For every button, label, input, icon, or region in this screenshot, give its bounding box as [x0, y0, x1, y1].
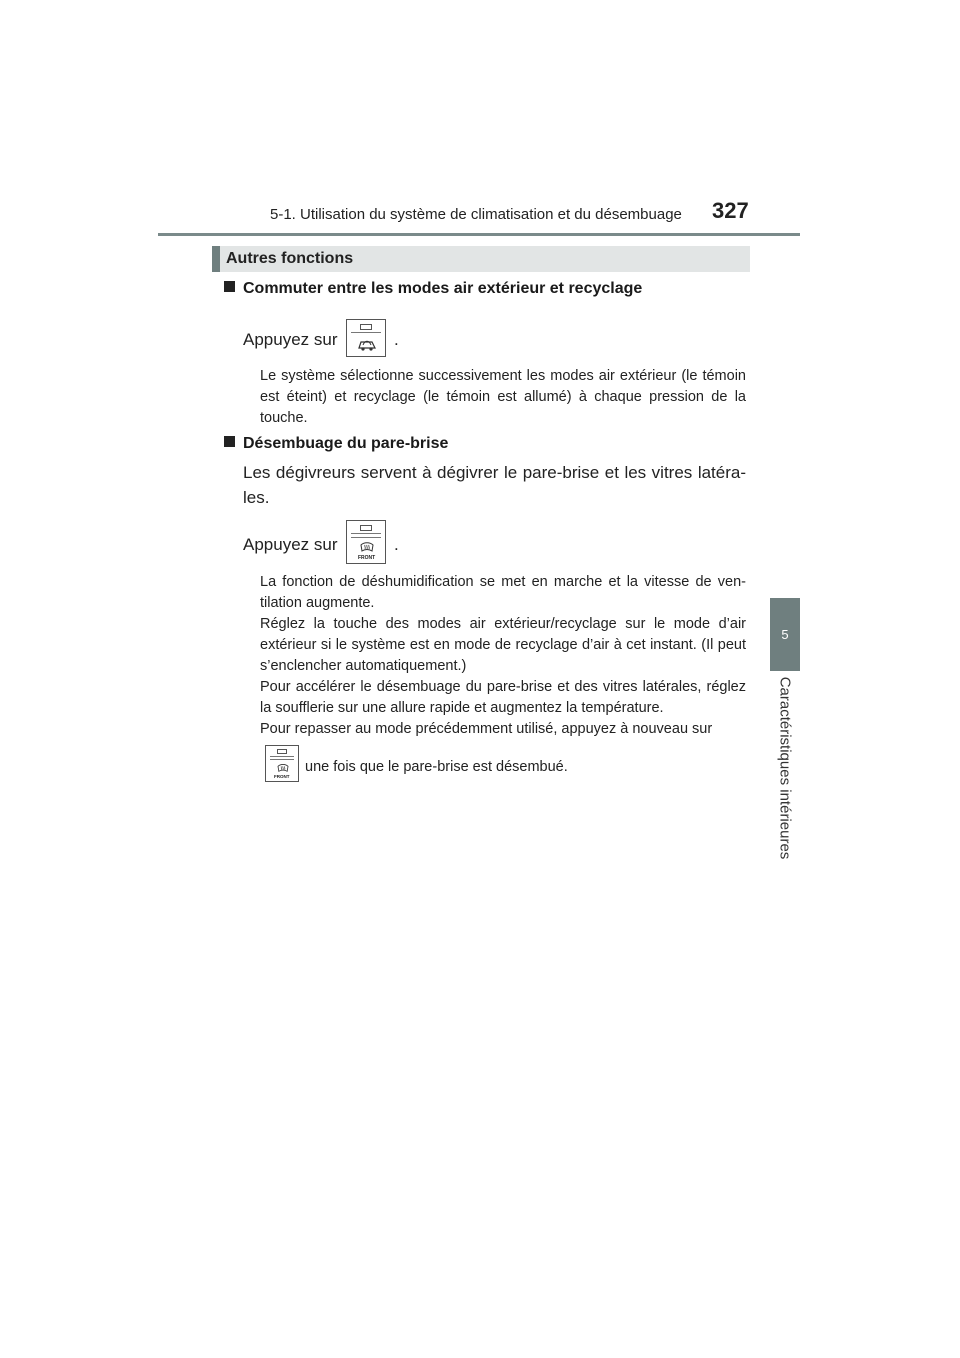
recirc-heading: Commuter entre les modes air extérieur et recyclage: [224, 280, 642, 298]
recirc-period: .: [394, 330, 399, 349]
defog-paragraph-1: La fonction de déshumidification se met en marche et la vitesse de ven-tilation augmente.: [260, 574, 746, 611]
front-defroster-button-icon: [346, 520, 386, 564]
chapter-tab: 5: [770, 598, 800, 671]
defog-heading: Désembuage du pare-brise: [224, 435, 448, 453]
defog-instruction: Appuyez sur: [243, 535, 338, 554]
recirc-instruction: Appuyez sur: [243, 330, 338, 349]
defog-paragraph-2: Réglez la touche des modes air extérieur/recyclage sur le mode d’air extérieur si le système est en mode de recyclage d’air à cet instant. (Il peut s’enclencher automatiquement.): [260, 616, 746, 674]
section-title: Autres fonctions: [212, 246, 750, 272]
defog-period: .: [394, 535, 399, 554]
front-button-text: FRONT: [274, 774, 290, 779]
defog-paragraph-3: Pour accélérer le désembuage du pare-brise et des vitres latérales, réglez la soufflerie sur une allure rapide et augmentez la température.: [260, 679, 746, 716]
bullet-square-icon: [224, 281, 235, 292]
recirculation-button-icon: [346, 319, 386, 357]
front-defroster-button-icon-inline: [265, 745, 299, 782]
bullet-square-icon: [224, 436, 235, 447]
page-number: 327: [712, 198, 749, 223]
front-button-text: FRONT: [358, 555, 376, 561]
car-recirculate-icon: [356, 336, 378, 352]
windshield-defrost-icon: [360, 541, 374, 553]
recirc-description: Le système sélectionne successivement les modes air extérieur (le témoin est éteint) et recyclage (le témoin est allumé) à chaque pression de la touche.: [260, 368, 746, 426]
defog-paragraph-4: Pour repasser au mode précédemment utilisé, appuyez à nouveau sur: [260, 721, 713, 737]
header-divider: [158, 233, 800, 236]
defog-intro: Les dégivreurs servent à dégivrer le pare-brise et les vitres latéra-les.: [243, 463, 746, 507]
header-chapter-title: 5-1. Utilisation du système de climatisation et du désembuage: [270, 206, 682, 223]
chapter-side-label: Caractéristiques intérieures: [776, 676, 794, 860]
windshield-defrost-icon: [277, 763, 289, 773]
defog-paragraph-4-end: une fois que le pare-brise est désembué.: [305, 759, 568, 775]
